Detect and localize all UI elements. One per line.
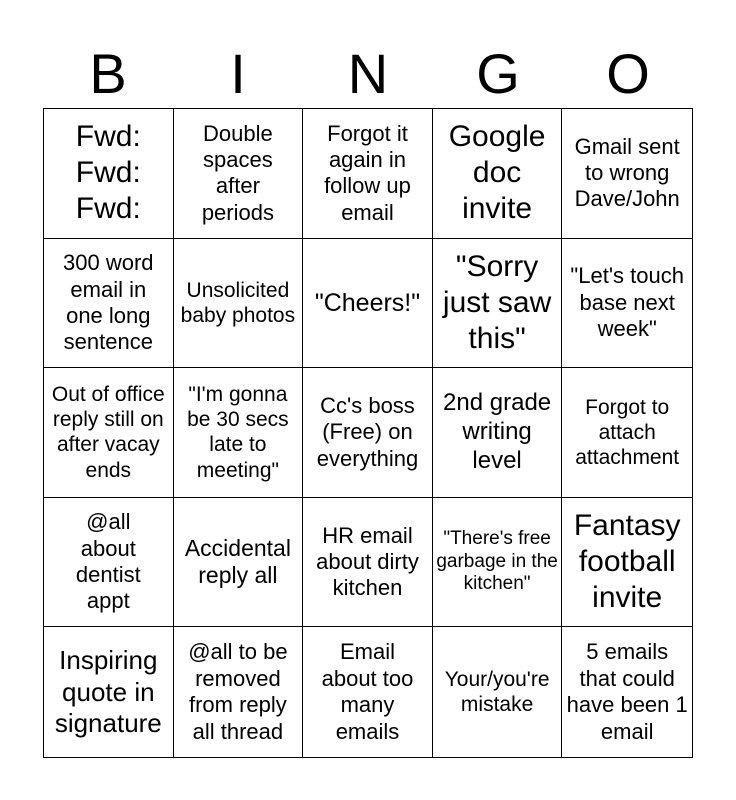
- bingo-cell[interactable]: [433, 109, 563, 239]
- cell-text: Inspiring quote in signature: [54, 645, 162, 738]
- bingo-cell[interactable]: [44, 498, 174, 628]
- cell-text: Unsolicited baby photos: [180, 278, 296, 327]
- cell-text: 2nd grade writing level: [443, 389, 552, 474]
- bingo-cell[interactable]: [174, 109, 304, 239]
- bingo-cell[interactable]: [303, 239, 433, 369]
- cell-text: "Cheers!": [314, 288, 421, 317]
- cell-text: Forgot to attach attachment: [575, 395, 680, 470]
- bingo-cell[interactable]: [44, 109, 174, 239]
- cell-text: Fwd: Fwd: Fwd:: [75, 120, 141, 226]
- bingo-cell[interactable]: [433, 239, 563, 369]
- bingo-board: [43, 108, 693, 758]
- bingo-cell[interactable]: [44, 627, 174, 757]
- bingo-header: [43, 40, 693, 108]
- bingo-cell[interactable]: [303, 109, 433, 239]
- bingo-cell[interactable]: [303, 627, 433, 757]
- cell-text: Email about too many emails: [321, 639, 414, 744]
- bingo-cell[interactable]: [303, 498, 433, 628]
- header-letter-i: I: [230, 42, 246, 105]
- cell-text: Cc's boss (Free) on everything: [316, 392, 419, 471]
- cell-text: Your/you're mistake: [444, 668, 550, 717]
- cell-text: "Sorry just saw this": [442, 249, 552, 355]
- cell-text: Out of office reply still on after vacay ends: [51, 383, 165, 482]
- bingo-cell[interactable]: [562, 109, 692, 239]
- bingo-cell[interactable]: [433, 627, 563, 757]
- bingo-cell[interactable]: [562, 627, 692, 757]
- bingo-cell[interactable]: [562, 498, 692, 628]
- header-letter-o: O: [606, 42, 650, 105]
- cell-text: Accidental reply all: [184, 534, 291, 589]
- bingo-cell[interactable]: [562, 368, 692, 498]
- cell-text: 5 emails that could have been 1 email: [566, 639, 688, 744]
- bingo-cell[interactable]: [44, 239, 174, 369]
- bingo-cell[interactable]: [174, 627, 304, 757]
- cell-text: Forgot it again in follow up email: [324, 120, 411, 225]
- bingo-cell[interactable]: [562, 239, 692, 369]
- bingo-cell[interactable]: [174, 368, 304, 498]
- cell-text: "I'm gonna be 30 secs late to meeting": [187, 383, 289, 482]
- bingo-cell[interactable]: [174, 239, 304, 369]
- cell-text: HR email about dirty kitchen: [316, 522, 419, 601]
- cell-text: "Let's touch base next week": [570, 263, 684, 342]
- cell-text: Double spaces after periods: [201, 120, 274, 225]
- header-letter-b: B: [89, 42, 127, 105]
- bingo-cell[interactable]: [433, 498, 563, 628]
- bingo-cell[interactable]: [174, 498, 304, 628]
- bingo-cell[interactable]: [303, 368, 433, 498]
- cell-text: @all about dentist appt: [75, 509, 141, 614]
- bingo-cell[interactable]: [433, 368, 563, 498]
- bingo-cell[interactable]: [44, 368, 174, 498]
- header-letter-g: G: [476, 42, 520, 105]
- cell-text: "There's free garbage in the kitchen": [436, 527, 558, 595]
- cell-text: 300 word email in one long sentence: [63, 250, 154, 355]
- cell-text: Fantasy football invite: [573, 509, 681, 615]
- cell-text: Gmail sent to wrong Dave/John: [574, 133, 680, 212]
- cell-text: @all to be removed from reply all thread: [188, 639, 288, 744]
- header-letter-n: N: [347, 42, 389, 105]
- cell-text: Google doc invite: [448, 120, 546, 226]
